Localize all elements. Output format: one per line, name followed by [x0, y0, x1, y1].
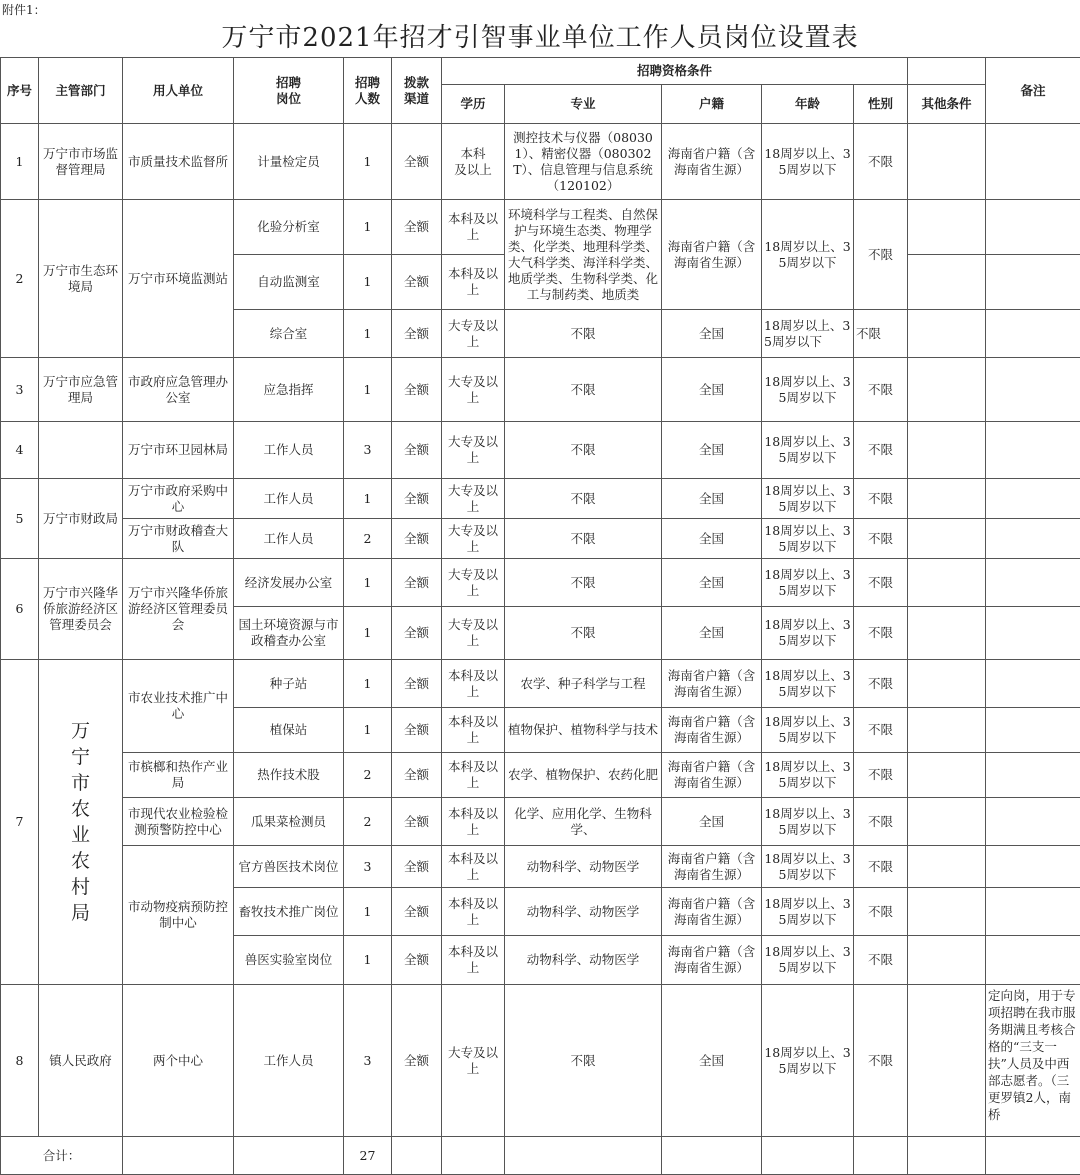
table-row [1, 846, 1080, 888]
cell-major: 不限 [505, 985, 662, 1137]
cell-count: 1 [344, 255, 392, 310]
header-age: 年龄 [762, 85, 854, 124]
total-row [1, 1137, 1080, 1175]
cell-hukou: 全国 [662, 479, 762, 519]
cell-post: 热作技术股 [234, 753, 344, 798]
attachment-label: 附件1： [2, 2, 46, 18]
cell-count: 2 [344, 753, 392, 798]
cell-count: 1 [344, 479, 392, 519]
cell-age: 18周岁以上、35周岁以下 [762, 660, 854, 708]
cell-remark [986, 607, 1080, 660]
cell-gender: 不限 [854, 607, 908, 660]
cell-other [908, 255, 986, 310]
cell-remark [986, 708, 1080, 753]
cell-dept: 万宁市财政局 [39, 479, 123, 559]
cell-remark [986, 255, 1080, 310]
cell-age: 18周岁以上、35周岁以下 [762, 519, 854, 559]
cell-major: 测控技术与仪器（080301）、精密仪器（080302T）、信息管理与信息系统（120102） [505, 124, 662, 200]
cell-seq: 6 [1, 559, 39, 660]
cell-edu: 大专及以上 [442, 358, 505, 422]
cell-edu: 大专及以上 [442, 422, 505, 479]
cell-post: 畜牧技术推广岗位 [234, 888, 344, 936]
cell-edu: 大专及以上 [442, 310, 505, 358]
cell-post: 植保站 [234, 708, 344, 753]
cell-age: 18周岁以上、35周岁以下 [762, 559, 854, 607]
cell-edu: 大专及以上 [442, 985, 505, 1137]
header-funding: 拨款 渠道 [392, 58, 442, 124]
cell-post: 国土环境资源与市政稽查办公室 [234, 607, 344, 660]
cell-funding: 全额 [392, 479, 442, 519]
cell-other [908, 798, 986, 846]
position-table [0, 57, 1080, 1175]
cell-seq: 7 [1, 660, 39, 985]
cell-age: 18周岁以上、35周岁以下 [762, 607, 854, 660]
cell-remark [986, 660, 1080, 708]
cell-edu: 本科及以上 [442, 660, 505, 708]
cell-edu: 本科及以上 [442, 936, 505, 985]
cell-unit: 市槟榔和热作产业局 [123, 753, 234, 798]
cell-major: 动物科学、动物医学 [505, 846, 662, 888]
cell-seq: 3 [1, 358, 39, 422]
cell-funding: 全额 [392, 936, 442, 985]
cell-edu: 大专及以上 [442, 559, 505, 607]
header-seq: 序号 [1, 58, 39, 124]
table-row [1, 200, 1080, 255]
cell-count: 3 [344, 846, 392, 888]
header-hukou: 户籍 [662, 85, 762, 124]
cell-age: 18周岁以上、35周岁以下 [762, 358, 854, 422]
cell-major: 不限 [505, 559, 662, 607]
cell-seq: 1 [1, 124, 39, 200]
cell-unit: 市农业技术推广中心 [123, 660, 234, 753]
cell-age: 18周岁以上、35周岁以下 [762, 888, 854, 936]
header-dept: 主管部门 [39, 58, 123, 124]
cell-unit: 市现代农业检验检测预警防控中心 [123, 798, 234, 846]
cell-count: 1 [344, 200, 392, 255]
total-blank [123, 1137, 234, 1175]
cell-hukou: 全国 [662, 310, 762, 358]
cell-other [908, 422, 986, 479]
cell-age: 18周岁以上、35周岁以下 [762, 422, 854, 479]
cell-hukou: 海南省户籍（含海南省生源） [662, 200, 762, 310]
cell-major: 不限 [505, 519, 662, 559]
cell-remark [986, 936, 1080, 985]
cell-edu: 本科及以上 [442, 798, 505, 846]
cell-post: 官方兽医技术岗位 [234, 846, 344, 888]
cell-gender: 不限 [854, 798, 908, 846]
cell-dept: 万宁市市场监督管理局 [39, 124, 123, 200]
cell-post: 经济发展办公室 [234, 559, 344, 607]
cell-unit: 万宁市财政稽查大队 [123, 519, 234, 559]
cell-hukou: 全国 [662, 985, 762, 1137]
cell-funding: 全额 [392, 200, 442, 255]
cell-other [908, 846, 986, 888]
cell-post: 应急指挥 [234, 358, 344, 422]
header-major: 专业 [505, 85, 662, 124]
cell-unit: 市动物疫病预防控制中心 [123, 846, 234, 985]
cell-dept: 万宁市应急管理局 [39, 358, 123, 422]
cell-remark [986, 559, 1080, 607]
header-other: 其他条件 [908, 85, 986, 124]
cell-other [908, 936, 986, 985]
cell-major: 不限 [505, 607, 662, 660]
cell-edu: 本科及以上 [442, 888, 505, 936]
header-remark: 备注 [986, 58, 1080, 124]
cell-dept: 万宁市生态环境局 [39, 200, 123, 358]
cell-dept: 镇人民政府 [39, 985, 123, 1137]
cell-other [908, 985, 986, 1137]
cell-post: 工作人员 [234, 519, 344, 559]
cell-unit: 万宁市环境监测站 [123, 200, 234, 358]
cell-hukou: 全国 [662, 519, 762, 559]
cell-post: 种子站 [234, 660, 344, 708]
cell-funding: 全额 [392, 358, 442, 422]
cell-count: 1 [344, 936, 392, 985]
cell-gender: 不限 [854, 358, 908, 422]
cell-funding: 全额 [392, 660, 442, 708]
total-blank [234, 1137, 344, 1175]
cell-dept: 万 宁 市 农 业 农 村 局 [39, 660, 123, 985]
cell-funding: 全额 [392, 124, 442, 200]
total-blank [762, 1137, 854, 1175]
cell-count: 1 [344, 607, 392, 660]
cell-major: 不限 [505, 479, 662, 519]
table-row [1, 358, 1080, 422]
cell-remark [986, 422, 1080, 479]
cell-age: 18周岁以上、35周岁以下 [762, 798, 854, 846]
cell-edu: 大专及以上 [442, 519, 505, 559]
cell-funding: 全额 [392, 310, 442, 358]
cell-post: 工作人员 [234, 985, 344, 1137]
total-blank [505, 1137, 662, 1175]
cell-count: 1 [344, 310, 392, 358]
header-count: 招聘 人数 [344, 58, 392, 124]
cell-unit: 市政府应急管理办公室 [123, 358, 234, 422]
cell-remark [986, 798, 1080, 846]
cell-funding: 全额 [392, 607, 442, 660]
cell-age: 18周岁以上、35周岁以下 [762, 985, 854, 1137]
page-title: 万宁市2021年招才引智事业单位工作人员岗位设置表 [0, 18, 1080, 58]
cell-count: 2 [344, 519, 392, 559]
cell-unit: 市质量技术监督所 [123, 124, 234, 200]
cell-edu: 本科及以上 [442, 708, 505, 753]
total-blank [854, 1137, 908, 1175]
cell-other [908, 607, 986, 660]
cell-remark [986, 753, 1080, 798]
cell-unit: 万宁市兴隆华侨旅游经济区管理委员会 [123, 559, 234, 660]
cell-count: 1 [344, 559, 392, 607]
cell-hukou: 海南省户籍（含海南省生源） [662, 660, 762, 708]
cell-funding: 全额 [392, 255, 442, 310]
cell-hukou: 海南省户籍（含海南省生源） [662, 708, 762, 753]
table-row [1, 479, 1080, 519]
table-row [1, 519, 1080, 559]
cell-age: 18周岁以上、35周岁以下 [762, 200, 854, 310]
cell-edu: 大专及以上 [442, 479, 505, 519]
cell-major: 不限 [505, 310, 662, 358]
total-blank [392, 1137, 442, 1175]
header-gender: 性别 [854, 85, 908, 124]
cell-funding: 全额 [392, 985, 442, 1137]
cell-hukou: 全国 [662, 798, 762, 846]
header-qualification: 招聘资格条件 [442, 58, 908, 85]
cell-edu: 本科 及以上 [442, 124, 505, 200]
cell-gender: 不限 [854, 519, 908, 559]
cell-major: 动物科学、动物医学 [505, 936, 662, 985]
cell-gender: 不限 [854, 422, 908, 479]
cell-other [908, 888, 986, 936]
cell-other [908, 479, 986, 519]
total-blank [662, 1137, 762, 1175]
cell-post: 瓜果菜检测员 [234, 798, 344, 846]
cell-funding: 全额 [392, 798, 442, 846]
cell-post: 兽医实验室岗位 [234, 936, 344, 985]
cell-post: 化验分析室 [234, 200, 344, 255]
cell-edu: 本科及以上 [442, 255, 505, 310]
cell-count: 1 [344, 888, 392, 936]
cell-remark [986, 479, 1080, 519]
cell-other [908, 519, 986, 559]
cell-other [908, 358, 986, 422]
cell-gender: 不限 [854, 124, 908, 200]
cell-seq: 4 [1, 422, 39, 479]
cell-major: 动物科学、动物医学 [505, 888, 662, 936]
table-row [1, 559, 1080, 607]
cell-hukou: 海南省户籍（含海南省生源） [662, 753, 762, 798]
table-row [1, 124, 1080, 200]
cell-funding: 全额 [392, 753, 442, 798]
cell-hukou: 全国 [662, 559, 762, 607]
cell-remark [986, 310, 1080, 358]
cell-edu: 本科及以上 [442, 200, 505, 255]
cell-edu: 本科及以上 [442, 753, 505, 798]
cell-other [908, 124, 986, 200]
cell-dept [39, 422, 123, 479]
cell-edu: 本科及以上 [442, 846, 505, 888]
cell-other [908, 708, 986, 753]
table-row [1, 753, 1080, 798]
cell-gender: 不限 [854, 985, 908, 1137]
cell-seq: 2 [1, 200, 39, 358]
cell-gender: 不限 [854, 310, 908, 358]
cell-remark [986, 200, 1080, 255]
cell-funding: 全额 [392, 888, 442, 936]
table-row [1, 660, 1080, 708]
cell-hukou: 全国 [662, 422, 762, 479]
cell-hukou: 海南省户籍（含海南省生源） [662, 888, 762, 936]
header-unit: 用人单位 [123, 58, 234, 124]
cell-other [908, 753, 986, 798]
cell-major: 不限 [505, 358, 662, 422]
cell-major: 环境科学与工程类、自然保护与环境生态类、物理学类、化学类、地理科学类、大气科学类、海洋科学类、地质学类、生物科学类、化工与制药类、地质类 [505, 200, 662, 310]
cell-remark: 定向岗，用于专项招聘在我市服务期满且考核合格的“三支一扶”人员及中西部志愿者。（三更罗镇2人，南桥 [986, 985, 1080, 1137]
cell-post: 自动监测室 [234, 255, 344, 310]
cell-hukou: 全国 [662, 607, 762, 660]
cell-funding: 全额 [392, 708, 442, 753]
cell-remark [986, 358, 1080, 422]
total-label: 合计： [1, 1137, 123, 1175]
cell-major: 不限 [505, 422, 662, 479]
cell-age: 18周岁以上、35周岁以下 [762, 846, 854, 888]
cell-hukou: 海南省户籍（含海南省生源） [662, 846, 762, 888]
cell-edu: 大专及以上 [442, 607, 505, 660]
cell-age: 18周岁以上、35周岁以下 [762, 124, 854, 200]
cell-hukou: 全国 [662, 358, 762, 422]
cell-remark [986, 124, 1080, 200]
cell-post: 计量检定员 [234, 124, 344, 200]
cell-seq: 8 [1, 985, 39, 1137]
cell-funding: 全额 [392, 559, 442, 607]
cell-seq: 5 [1, 479, 39, 559]
cell-remark [986, 888, 1080, 936]
cell-major: 植物保护、植物科学与技术 [505, 708, 662, 753]
cell-count: 1 [344, 660, 392, 708]
cell-remark [986, 519, 1080, 559]
cell-age: 18周岁以上、35周岁以下 [762, 753, 854, 798]
cell-gender: 不限 [854, 479, 908, 519]
cell-funding: 全额 [392, 846, 442, 888]
header-post: 招聘 岗位 [234, 58, 344, 124]
total-blank [986, 1137, 1080, 1175]
cell-age: 18周岁以上、35周岁以下 [762, 479, 854, 519]
cell-remark [986, 846, 1080, 888]
cell-count: 1 [344, 708, 392, 753]
cell-other [908, 310, 986, 358]
table-row [1, 985, 1080, 1137]
cell-unit: 两个中心 [123, 985, 234, 1137]
cell-other [908, 660, 986, 708]
cell-funding: 全额 [392, 519, 442, 559]
header-blank [908, 58, 986, 85]
cell-post: 工作人员 [234, 422, 344, 479]
cell-unit: 万宁市环卫园林局 [123, 422, 234, 479]
cell-hukou: 海南省户籍（含海南省生源） [662, 124, 762, 200]
cell-age: 18周岁以上、35周岁以下 [762, 936, 854, 985]
cell-other [908, 200, 986, 255]
total-count: 27 [344, 1137, 392, 1175]
cell-count: 2 [344, 798, 392, 846]
cell-post: 综合室 [234, 310, 344, 358]
total-blank [908, 1137, 986, 1175]
cell-gender: 不限 [854, 846, 908, 888]
table-row [1, 422, 1080, 479]
cell-gender: 不限 [854, 888, 908, 936]
cell-other [908, 559, 986, 607]
table-row [1, 798, 1080, 846]
cell-major: 农学、种子科学与工程 [505, 660, 662, 708]
cell-hukou: 海南省户籍（含海南省生源） [662, 936, 762, 985]
cell-count: 3 [344, 985, 392, 1137]
cell-age: 18周岁以上、35周岁以下 [762, 310, 854, 358]
cell-gender: 不限 [854, 559, 908, 607]
cell-age: 18周岁以上、35周岁以下 [762, 708, 854, 753]
cell-count: 1 [344, 124, 392, 200]
cell-funding: 全额 [392, 422, 442, 479]
cell-gender: 不限 [854, 708, 908, 753]
cell-unit: 万宁市政府采购中心 [123, 479, 234, 519]
cell-count: 1 [344, 358, 392, 422]
cell-gender: 不限 [854, 936, 908, 985]
total-blank [442, 1137, 505, 1175]
header-edu: 学历 [442, 85, 505, 124]
cell-major: 化学、应用化学、生物科学、 [505, 798, 662, 846]
cell-major: 农学、植物保护、农药化肥 [505, 753, 662, 798]
cell-gender: 不限 [854, 753, 908, 798]
cell-count: 3 [344, 422, 392, 479]
cell-gender: 不限 [854, 660, 908, 708]
cell-dept: 万宁市兴隆华侨旅游经济区管理委员会 [39, 559, 123, 660]
cell-post: 工作人员 [234, 479, 344, 519]
cell-gender: 不限 [854, 200, 908, 310]
